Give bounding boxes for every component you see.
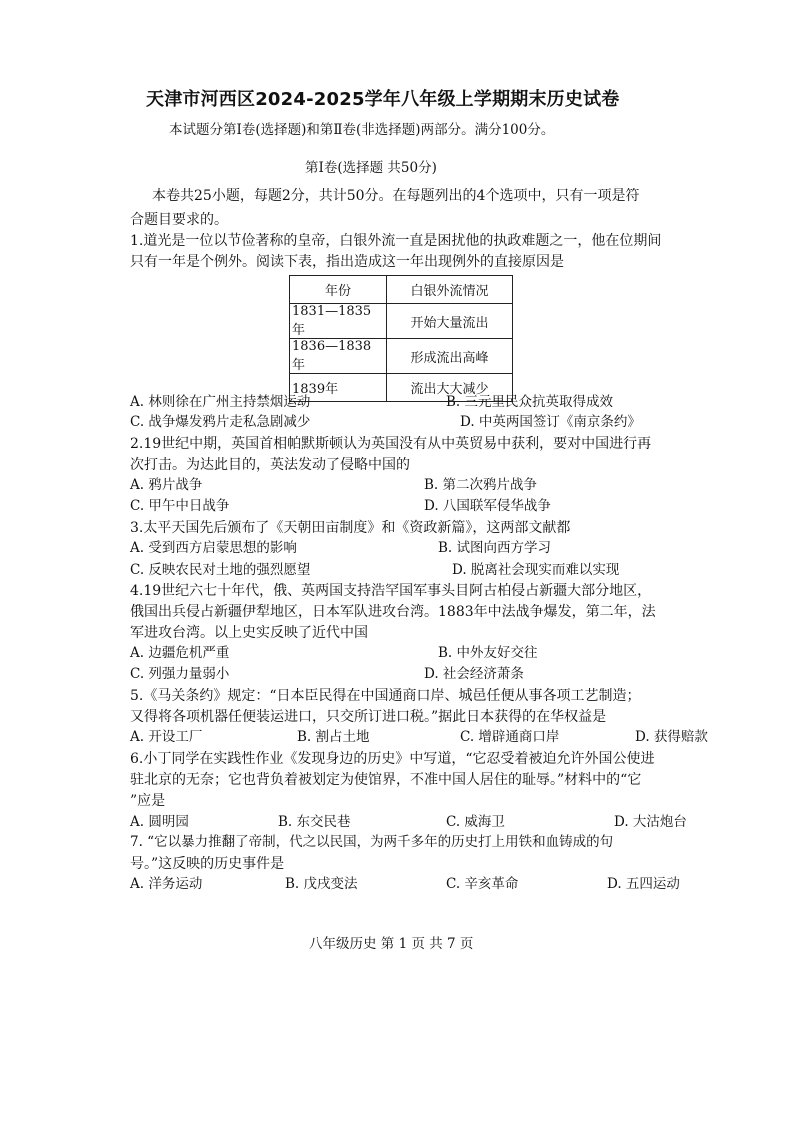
exam-subtitle: 本试题分第Ⅰ卷(选择题)和第Ⅱ卷(非选择题)两部分。满分100分。	[169, 122, 555, 138]
table-header-cell: 年份	[290, 276, 387, 304]
question-1-option-a: A. 林则徐在广州主持禁烟运动	[130, 394, 311, 410]
section-intro-line-1: 本卷共25小题，每题2分，共计50分。在每题列出的4个选项中，只有一项是符	[152, 188, 640, 204]
question-2-stem-line-2: 次打击。为达此目的，英法发动了侵略中国的	[130, 457, 410, 473]
question-4-option-b: B. 中外友好交往	[438, 645, 538, 661]
table-header-row	[290, 276, 513, 304]
question-5-stem-line-1: 5.《马关条约》规定：“日本臣民得在中国通商口岸、城邑任便从事各项工艺制造；	[130, 688, 641, 704]
question-7-stem-line-1: 7. “它以暴力推翻了帝制，代之以民国，为两千多年的历史打上用铁和血铸成的句	[130, 834, 614, 850]
question-1-option-c: C. 战争爆发鸦片走私急剧减少	[130, 414, 311, 430]
page-footer: 八年级历史 第 1 页 共 7 页	[309, 936, 474, 952]
question-6-stem-line-2: 驻北京的无奈；它也背负着被划定为使馆界，不准中国人居住的耻辱。”材料中的“它	[130, 772, 642, 788]
section-intro-line-2: 合题目要求的。	[130, 212, 228, 228]
question-1-option-b: B. 三元里民众抗英取得成效	[446, 394, 614, 410]
question-5-option-d: D. 获得赔款	[635, 729, 708, 745]
question-4-option-c: C. 列强力量弱小	[130, 666, 230, 682]
question-5-option-a: A. 开设工厂	[130, 729, 203, 745]
table-header-cell: 白银外流情况	[387, 276, 513, 304]
question-4-stem-line-1: 4.19世纪六七十年代，俄、英两国支持浩罕国军事头目阿古柏侵占新疆大部分地区，	[130, 583, 652, 599]
question-4-option-a: A. 边疆危机严重	[130, 645, 230, 661]
question-6-option-a: A. 圆明园	[130, 814, 189, 830]
question-1-stem-line-2: 只有一年是个例外。阅读下表，指出造成这一年出现例外的直接原因是	[130, 254, 564, 270]
question-4-option-d: D. 社会经济萧条	[424, 666, 524, 682]
table-cell: 开始大量流出	[387, 304, 513, 339]
table-cell: 形成流出高峰	[387, 339, 513, 374]
question-2-option-a: A. 鸦片战争	[130, 477, 203, 493]
question-3-stem-line-1: 3.太平天国先后颁布了《天朝田亩制度》和《资政新篇》，这两部文献都	[130, 520, 571, 536]
exam-title: 天津市河西区2024-2025学年八年级上学期期末历史试卷	[146, 89, 620, 110]
question-6-option-d: D. 大沽炮台	[614, 814, 687, 830]
question-6-stem-line-1: 6.小丁同学在实践性作业《发现身边的历史》中写道，“它忍受着被迫允许外国公使进	[130, 751, 655, 767]
question-3-option-b: B. 试图向西方学习	[438, 540, 552, 556]
question-7-option-a: A. 洋务运动	[130, 876, 203, 892]
table-cell: 流出大大减少	[387, 374, 513, 402]
question-4-stem-line-2: 俄国出兵侵占新疆伊犁地区，日本军队进攻台湾。1883年中法战争爆发，第二年，法	[130, 604, 656, 620]
question-6-option-b: B. 东交民巷	[278, 814, 351, 830]
question-3-option-d: D. 脱离社会现实而难以实现	[452, 562, 620, 578]
table-cell: 1831—1835年	[290, 304, 387, 339]
table-row	[290, 304, 513, 339]
question-3-option-a: A. 受到西方启蒙思想的影响	[130, 540, 297, 556]
question-2-option-b: B. 第二次鸦片战争	[424, 477, 538, 493]
silver-outflow-table	[289, 275, 513, 402]
question-5-stem-line-2: 又得将各项机器任便装运进口，只交所订进口税。”据此日本获得的在华权益是	[130, 709, 607, 725]
question-2-option-c: C. 甲午中日战争	[130, 498, 230, 514]
table-cell: 1836—1838年	[290, 339, 387, 374]
question-7-option-d: D. 五四运动	[607, 876, 680, 892]
question-1-option-d: D. 中英两国签订《南京条约》	[460, 414, 641, 430]
question-1-stem-line-1: 1.道光是一位以节俭著称的皇帝，白银外流一直是困扰他的执政难题之一，他在位期间	[130, 233, 662, 249]
table-cell: 1839年	[290, 374, 387, 402]
section-heading: 第Ⅰ卷(选择题 共50分)	[305, 160, 437, 176]
question-2-stem-line-1: 2.19世纪中期，英国首相帕默斯顿认为英国没有从中英贸易中获利，要对中国进行再	[130, 436, 652, 452]
question-4-stem-line-3: 军进攻台湾。以上史实反映了近代中国	[130, 625, 368, 641]
question-6-stem-line-3: ”应是	[130, 793, 166, 809]
question-7-stem-line-2: 号。”这反映的历史事件是	[130, 856, 285, 872]
question-5-option-c: C. 增辟通商口岸	[460, 729, 560, 745]
table-row	[290, 339, 513, 374]
question-7-option-b: B. 戊戌变法	[285, 876, 358, 892]
question-5-option-b: B. 割占土地	[297, 729, 370, 745]
question-7-option-c: C. 辛亥革命	[446, 876, 519, 892]
question-6-option-c: C. 威海卫	[446, 814, 505, 830]
question-2-option-d: D. 八国联军侵华战争	[424, 498, 551, 514]
question-3-option-c: C. 反映农民对土地的强烈愿望	[130, 562, 311, 578]
